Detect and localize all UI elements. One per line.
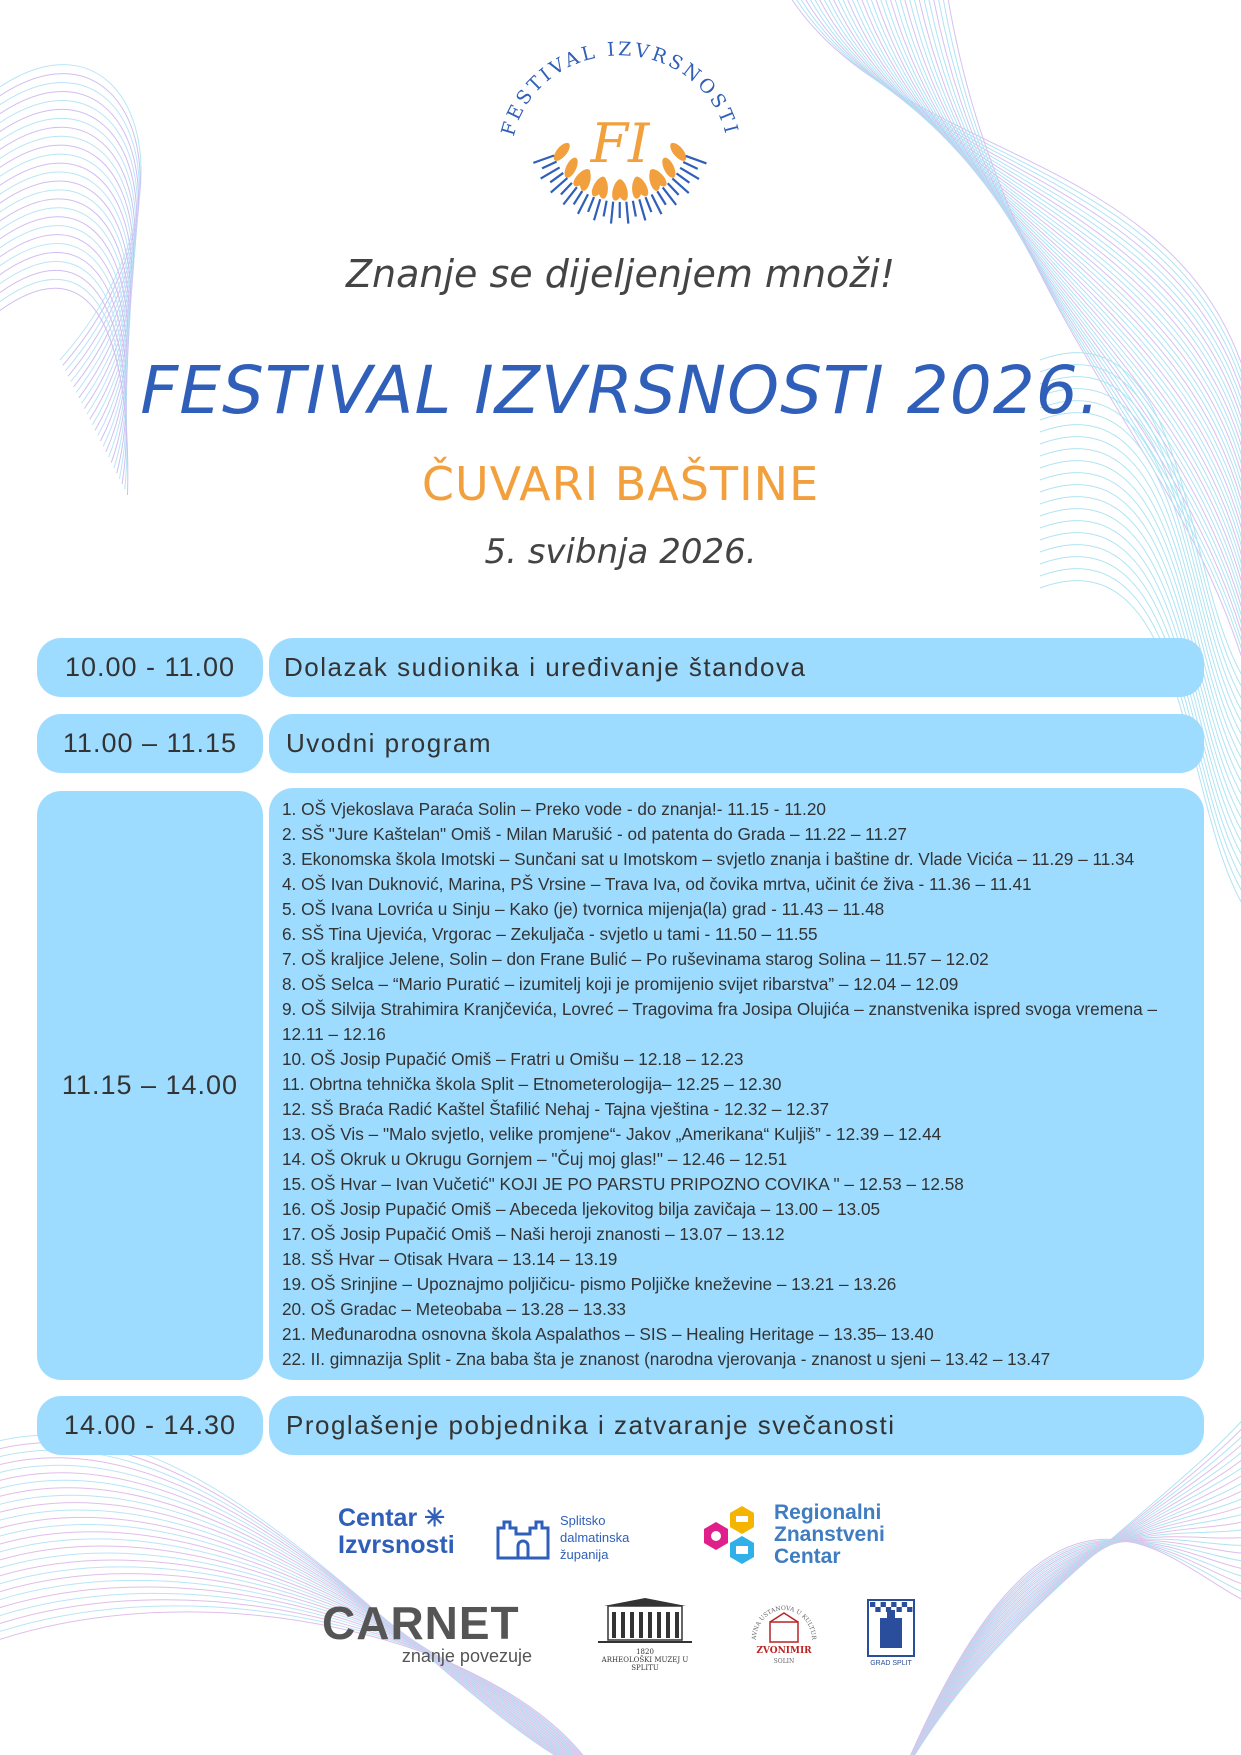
logo-arc-text: FESTIVAL IZVRSNOSTI: [497, 38, 743, 139]
list-item: 3. Ekonomska škola Imotski – Sunčani sat u Imotskom – svjetlo znanja i baštine dr. Vlade Vicića – 11.29 – 11.34: [282, 849, 1135, 869]
museum-building-icon: [590, 1596, 700, 1646]
rzc-line-3: Centar: [774, 1545, 841, 1568]
list-item: 21. Međunarodna osnovna škola Aspalathos – SIS – Healing Heritage – 13.35– 13.40: [282, 1324, 934, 1344]
list-item: 2. SŠ "Jure Kaštelan" Omiš - Milan Marušić - od patenta do Grada – 11.22 – 11.27: [282, 824, 907, 844]
zvonimir-seal-icon: [748, 1600, 820, 1670]
amu-year: 1820: [636, 1648, 654, 1656]
sdz-line-2: dalmatinska: [560, 1530, 630, 1545]
schedule-time-4: 14.00 - 14.30: [37, 1396, 263, 1455]
carnet-tagline: znanje povezuje: [401, 1646, 532, 1666]
schedule-time-2: 11.00 – 11.15: [37, 714, 263, 773]
hexagon-cluster-icon: [694, 1502, 770, 1568]
list-item: 7. OŠ kraljice Jelene, Solin – don Frane Bulić – Po ruševinama starog Solina – 11.57 – 12.02: [282, 949, 989, 969]
list-item: 11. Obrtna tehnička škola Split – Etnometerologija– 12.25 – 12.30: [282, 1074, 782, 1094]
zvonimir-logo: [748, 1600, 820, 1670]
rzc-line-1: Regionalni: [774, 1501, 882, 1524]
grad-split-logo: [862, 1598, 920, 1670]
svg-text:SOLIN: SOLIN: [773, 1658, 795, 1665]
ci-line-1: Centar ✳: [338, 1504, 446, 1532]
event-date: 5. svibnja 2026.: [484, 532, 757, 572]
list-item: 1. OŠ Vjekoslava Paraća Solin – Preko vode - do znanja!- 11.15 - 11.20: [282, 799, 826, 819]
schedule-time-3: 11.15 – 14.00: [37, 791, 263, 1380]
list-item: 22. II. gimnazija Split - Zna baba šta je znanost (narodna vjerovanja - znanost u sjeni – 13.42 – 13.47: [282, 1349, 1051, 1369]
fortress-icon: [494, 1514, 552, 1562]
schedule-desc-2: Uvodni program: [269, 714, 1204, 773]
schedule-desc-4: Proglašenje pobjednika i zatvaranje svečanosti: [269, 1396, 1204, 1455]
amu-name: ARHEOLOŠKI MUZEJ U SPLITU: [601, 1656, 689, 1672]
grad-split-label: GRAD SPLIT: [870, 1660, 912, 1667]
list-item: 17. OŠ Josip Pupačić Omiš – Naši heroji znanosti – 13.07 – 13.12: [282, 1224, 785, 1244]
list-item: 14. OŠ Okruk u Okrugu Gornjem – "Čuj moj glas!" – 12.46 – 12.51: [282, 1149, 788, 1169]
subtitle: ČUVARI BAŠTINE: [421, 457, 820, 511]
festival-logo: [480, 22, 760, 237]
svg-text:JAVNA USTANOVA U KULTURI: AVNA USTANOVA U KULTUR: [750, 1604, 818, 1641]
arheoloski-muzej-logo: [590, 1596, 700, 1672]
carnet-logo: [322, 1596, 542, 1667]
list-item: 13. OŠ Vis – "Malo svjetlo, velike promjene“- Jakov „Amerikana“ Kuljiš” - 12.39 – 12.44: [282, 1124, 942, 1144]
list-item: 4. OŠ Ivan Duknović, Marina, PŠ Vrsine – Trava Iva, od čovika mrtva, učinit će živa - 11.36 – 11.41: [282, 874, 1032, 894]
svg-text:ZVONIMIR: ZVONIMIR: [756, 1646, 812, 1656]
list-item: 9. OŠ Silvija Strahimira Kranjčevića, Lovreć – Tragovima fra Josipa Olujića – znanstvenika ispred svoga vremena – 12.11 – 12.16: [282, 999, 1158, 1044]
list-item: 12. SŠ Braća Radić Kaštel Štafilić Nehaj - Tajna vještina - 12.32 – 12.37: [282, 1099, 830, 1119]
presentations-list: [269, 788, 1204, 1380]
schedule-desc-1: Dolazak sudionika i uređivanje štandova: [269, 638, 1204, 697]
regionalni-znanstveni-centar-logo: [694, 1500, 924, 1570]
list-item: 8. OŠ Selca – “Mario Puratić – izumitelj koji je promijenio svijet ribarstva” – 12.04 – 12.09: [282, 974, 959, 994]
logo-monogram: FI: [590, 112, 650, 175]
list-item: 10. OŠ Josip Pupačić Omiš – Fratri u Omišu – 12.18 – 12.23: [282, 1049, 744, 1069]
list-item: 5. OŠ Ivana Lovrića u Sinju – Kako (je) tvornica mijenja(la) grad - 11.43 – 11.48: [282, 899, 885, 919]
asterisk-icon: ✳: [424, 1504, 446, 1532]
schedule-time-1: 10.00 - 11.00: [37, 638, 263, 697]
slogan: Znanje se dijeljenjem množi!: [345, 252, 896, 296]
page-title: FESTIVAL IZVRSNOSTI 2026.: [140, 352, 1101, 429]
carnet-wordmark: CARNET: [322, 1597, 520, 1649]
list-item: 6. SŠ Tina Ujevića, Vrgorac – Zekuljača - svjetlo u tami - 11.50 – 11.55: [282, 924, 818, 944]
split-coat-of-arms-icon: [862, 1598, 920, 1658]
sdz-line-1: Splitsko: [560, 1513, 606, 1528]
list-item: 15. OŠ Hvar – Ivan Vučetić" KOJI JE PO PARSTU PRIPOZNO COVIKA " – 12.53 – 12.58: [282, 1174, 964, 1194]
list-item: 18. SŠ Hvar – Otisak Hvara – 13.14 – 13.19: [282, 1249, 618, 1269]
splitsko-dalmatinska-zupanija-logo: [494, 1510, 654, 1566]
sdz-line-3: županija: [560, 1547, 609, 1562]
list-item: 16. OŠ Josip Pupačić Omiš – Abeceda ljekovitog bilja zavičaja – 13.00 – 13.05: [282, 1199, 881, 1219]
centar-izvrsnosti-logo: [338, 1505, 473, 1559]
list-item: 19. OŠ Srinjine – Upoznajmo poljičicu- pismo Poljičke kneževine – 13.21 – 13.26: [282, 1274, 897, 1294]
ci-line-2: Izvrsnosti: [338, 1531, 455, 1559]
rzc-line-2: Znanstveni: [774, 1523, 885, 1546]
list-item: 20. OŠ Gradac – Meteobaba – 13.28 – 13.33: [282, 1299, 626, 1319]
